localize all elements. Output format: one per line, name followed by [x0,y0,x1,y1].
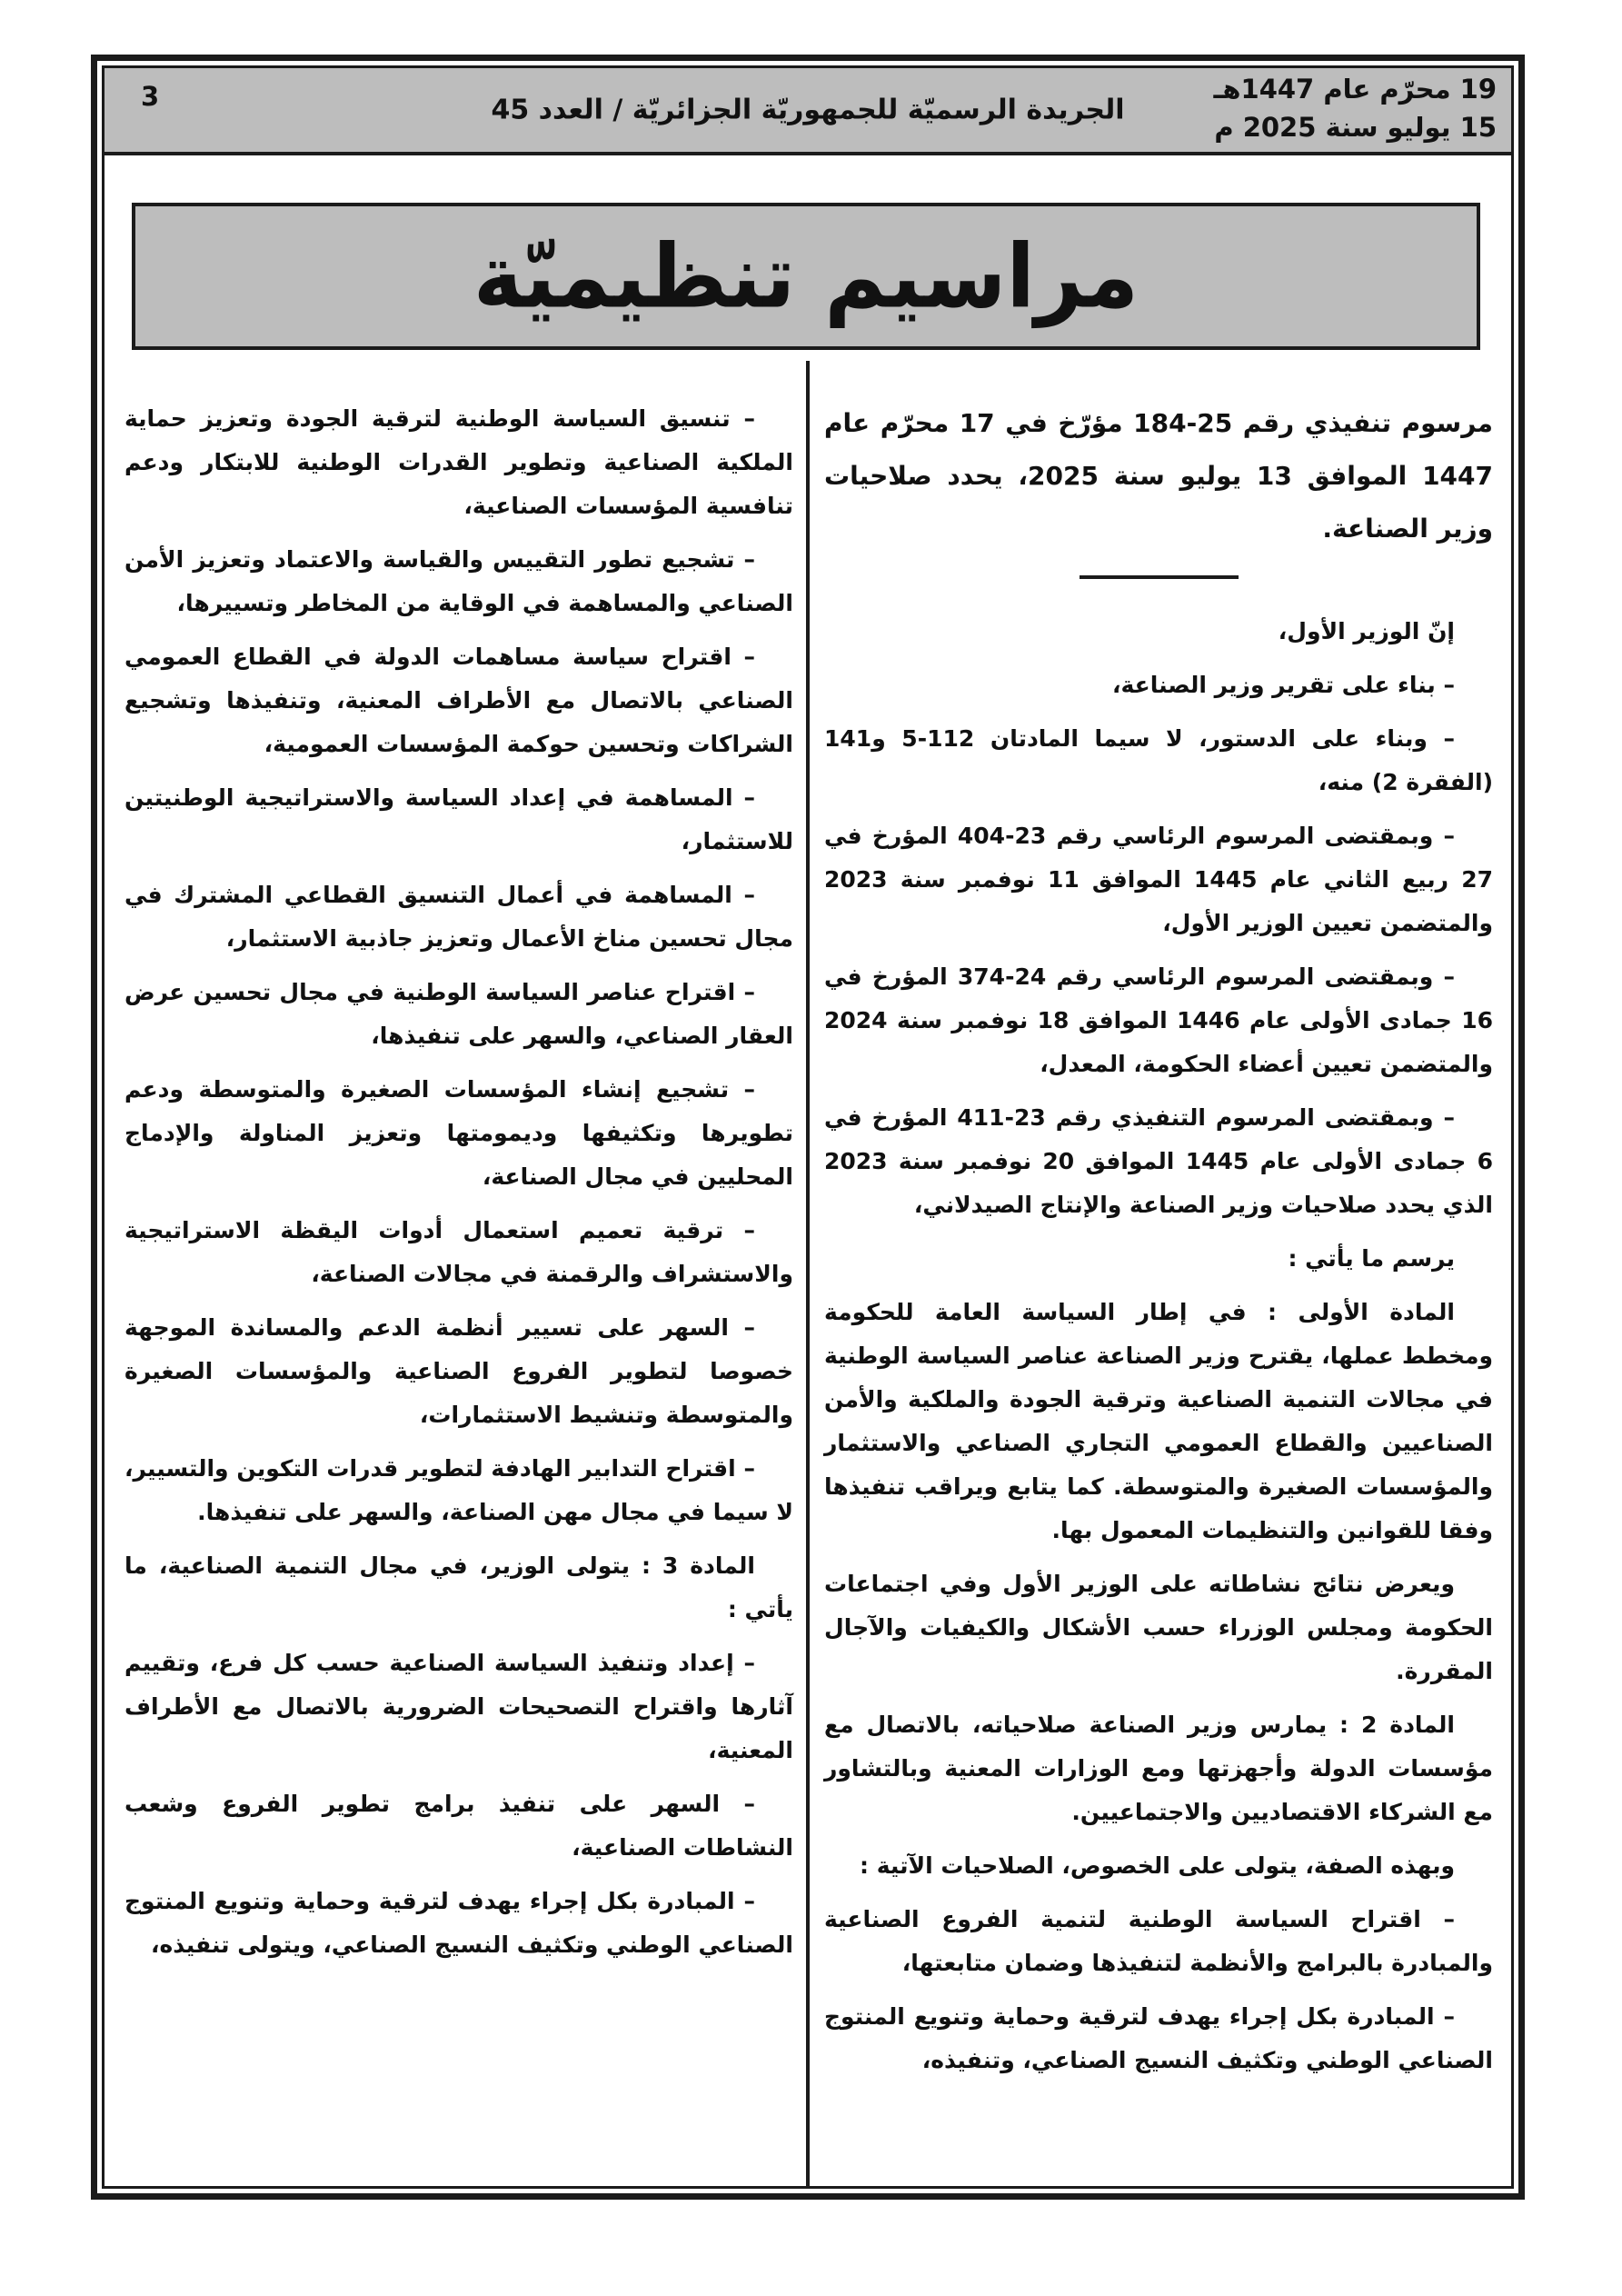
paragraph [124,1068,793,1199]
column-divider-rule [806,361,810,2186]
paragraph [824,1898,1493,1985]
paragraph-lead: المادة 3 : [629,1552,755,1579]
paragraph-text: – اقتراح سياسة مساهمات الدولة في القطاع العمومي الصناعي بالاتصال مع الأطراف المعنية، وتنفيذها وتشجيع الشراكات وتحسين حوكمة المؤسسات العمومية، [124,644,793,757]
paragraph-text: – تنسيق السياسة الوطنية لترقية الجودة وتعزيز حماية الملكية الصناعية وتطوير القدرات الوطنية للابتكار ودعم تنافسية المؤسسات الصناعية، [124,405,793,519]
paragraph [124,1880,793,1967]
section-banner-title: مراسيم تنظيميّة [473,225,1139,328]
paragraph [124,776,793,863]
paragraph-text: – بناء على تقرير وزير الصناعة، [1111,672,1455,698]
decree-title: مرسوم تنفيذي رقم 25-184 مؤرّخ في 17 محرّم عام 1447 الموافق 13 يوليو سنة 2025، يحدد صلاحيات وزير الصناعة. [824,408,1493,544]
right-column [810,361,1506,2186]
paragraph-text: – المبادرة بكل إجراء يهدف لترقية وحماية وتنويع المنتوج الصناعي الوطني وتكثيف النسيج الصناعي، وتنفيذه، [824,2003,1493,2073]
page-number: 3 [141,81,160,112]
paragraph-text: – السهر على تسيير أنظمة الدعم والمساندة الموجهة خصوصا لتطوير الفروع الصناعية والمؤسسات الصغيرة والمتوسطة وتنشيط الاستثمارات، [124,1314,793,1428]
title-separator-rule [1080,575,1239,579]
paragraph [124,538,793,625]
paragraph-text: – اقتراح عناصر السياسة الوطنية في مجال تحسين عرض العقار الصناعي، والسهر على تنفيذها، [124,979,793,1049]
paragraph-text: يتولى الوزير، في مجال التنمية الصناعية، ما يأتي : [124,1552,793,1622]
paragraph-text: – وبمقتضى المرسوم التنفيذي رقم 23-411 المؤرخ في 6 جمادى الأولى عام 1445 الموافق 20 نوفمبر سنة 2023 الذي يحدد صلاحيات وزير الصناعة والإنتاج الصيدلاني، [824,1104,1493,1218]
paragraph-text: وبهذه الصفة، يتولى على الخصوص، الصلاحيات الآتية : [860,1852,1455,1879]
paragraph [124,635,793,766]
left-column [110,361,806,2186]
paragraph [124,1642,793,1772]
paragraph-text: – اقتراح السياسة الوطنية لتنمية الفروع الصناعية والمبادرة بالبرامج والأنظمة لتنفيذها وضمان متابعتها، [824,1906,1493,1976]
paragraph-text: ويعرض نتائج نشاطاته على الوزير الأول وفي اجتماعات الحكومة ومجلس الوزراء حسب الأشكال والكيفيات والآجال المقررة. [824,1571,1493,1684]
paragraph-text: إنّ الوزير الأول، [1278,618,1455,644]
paragraph [824,664,1493,707]
paragraph [824,955,1493,1086]
paragraph [124,1544,793,1632]
paragraph [124,1306,793,1437]
paragraph-text: يمارس وزير الصناعة صلاحياته، بالاتصال مع مؤسسات الدولة وأجهزتها ومع الوزارات المعنية وبالتشاور مع الشركاء الاقتصاديين والاجتماعيين. [824,1712,1493,1825]
paragraph-text: – وبمقتضى المرسوم الرئاسي رقم 23-404 المؤرخ في 27 ربيع الثاني عام 1445 الموافق 11 نوفمبر سنة 2023 والمتضمن تعيين الوزير الأول، [824,823,1493,936]
paragraph [824,1995,1493,2082]
paragraph [824,1237,1493,1281]
paragraph-text: – تشجيع إنشاء المؤسسات الصغيرة والمتوسطة ودعم تطويرها وتكثيفها وديمومتها وتعزيز المناولة والإدماج المحليين في مجال الصناعة، [124,1076,793,1190]
paragraph-text: – إعداد وتنفيذ السياسة الصناعية حسب كل فرع، وتقييم آثارها واقتراح التصحيحات الضرورية بالاتصال مع الأطراف المعنية، [124,1650,793,1763]
paragraph-text: – المساهمة في أعمال التنسيق القطاعي المشترك في مجال تحسين مناخ الأعمال وتعزيز جاذبية الاستثمار، [124,882,793,952]
paragraph [124,1209,793,1296]
paragraph [124,1447,793,1534]
section-banner [132,203,1480,350]
paragraph [824,1562,1493,1693]
paragraph [124,971,793,1058]
paragraph-text: – ترقية تعميم استعمال أدوات اليقظة الاستراتيجية والاستشراف والرقمنة في مجالات الصناعة، [124,1217,793,1287]
text-columns [110,361,1506,2186]
paragraph [124,1782,793,1870]
paragraph-text: – وبناء على الدستور، لا سيما المادتان 112-5 و141 (الفقرة 2) منه، [824,725,1493,795]
paragraph-lead: يرسم ما يأتي : [1288,1245,1455,1272]
paragraph [124,397,793,528]
paragraph-text: – وبمقتضى المرسوم الرئاسي رقم 24-374 المؤرخ في 16 جمادى الأولى عام 1446 الموافق 18 نوفمبر سنة 2024 والمتضمن تعيين أعضاء الحكومة، المعدل، [824,963,1493,1077]
paragraph [824,610,1493,654]
paragraph-text: في إطار السياسة العامة للحكومة ومخطط عملها، يقترح وزير الصناعة عناصر السياسة الوطنية في مجالات التنمية الصناعية وترقية الجودة والملكية والأمن الصناعيين والقطاع العمومي التجاري الصناعي والاستثمار والمؤسسات الصغيرة والمتوسطة. كما يتابع ويراقب تنفيذها وفقا للقوانين والتنظيمات المعمول بها. [824,1299,1493,1543]
paragraph [824,814,1493,945]
paragraph [824,1703,1493,1834]
paragraph [824,1844,1493,1888]
date-gregorian: 15 يوليو سنة 2025 م [1214,112,1497,143]
paragraph-text: – المساهمة في إعداد السياسة والاستراتيجية الوطنيتين للاستثمار، [124,784,793,854]
journal-title: الجريدة الرسميّة للجمهوريّة الجزائريّة / العدد 45 [491,94,1125,126]
paragraph-lead: المادة 2 : [1327,1712,1455,1738]
paragraph-lead: المادة الأولى : [1246,1299,1455,1325]
paragraph [824,1096,1493,1227]
page-frame [91,55,1525,2200]
date-hijri: 19 محرّم عام 1447هـ [1213,74,1497,105]
paragraph [824,1291,1493,1552]
header-band [104,68,1511,155]
paragraph-text: – المبادرة بكل إجراء يهدف لترقية وحماية وتنويع المنتوج الصناعي الوطني وتكثيف النسيج الصناعي، ويتولى تنفيذه، [124,1888,793,1958]
paragraph [124,873,793,961]
header-dates [1213,70,1497,146]
paragraph [824,717,1493,804]
paragraph-text: – السهر على تنفيذ برامج تطوير الفروع وشعب النشاطات الصناعية، [124,1791,793,1861]
paragraph-text: – اقتراح التدابير الهادفة لتطوير قدرات التكوين والتسيير، لا سيما في مجال مهن الصناعة، والسهر على تنفيذها. [124,1455,793,1525]
paragraph-text: – تشجيع تطور التقييس والقياسة والاعتماد وتعزيز الأمن الصناعي والمساهمة في الوقاية من المخاطر وتسييرها، [124,546,793,616]
page-frame-inner [102,65,1514,2189]
